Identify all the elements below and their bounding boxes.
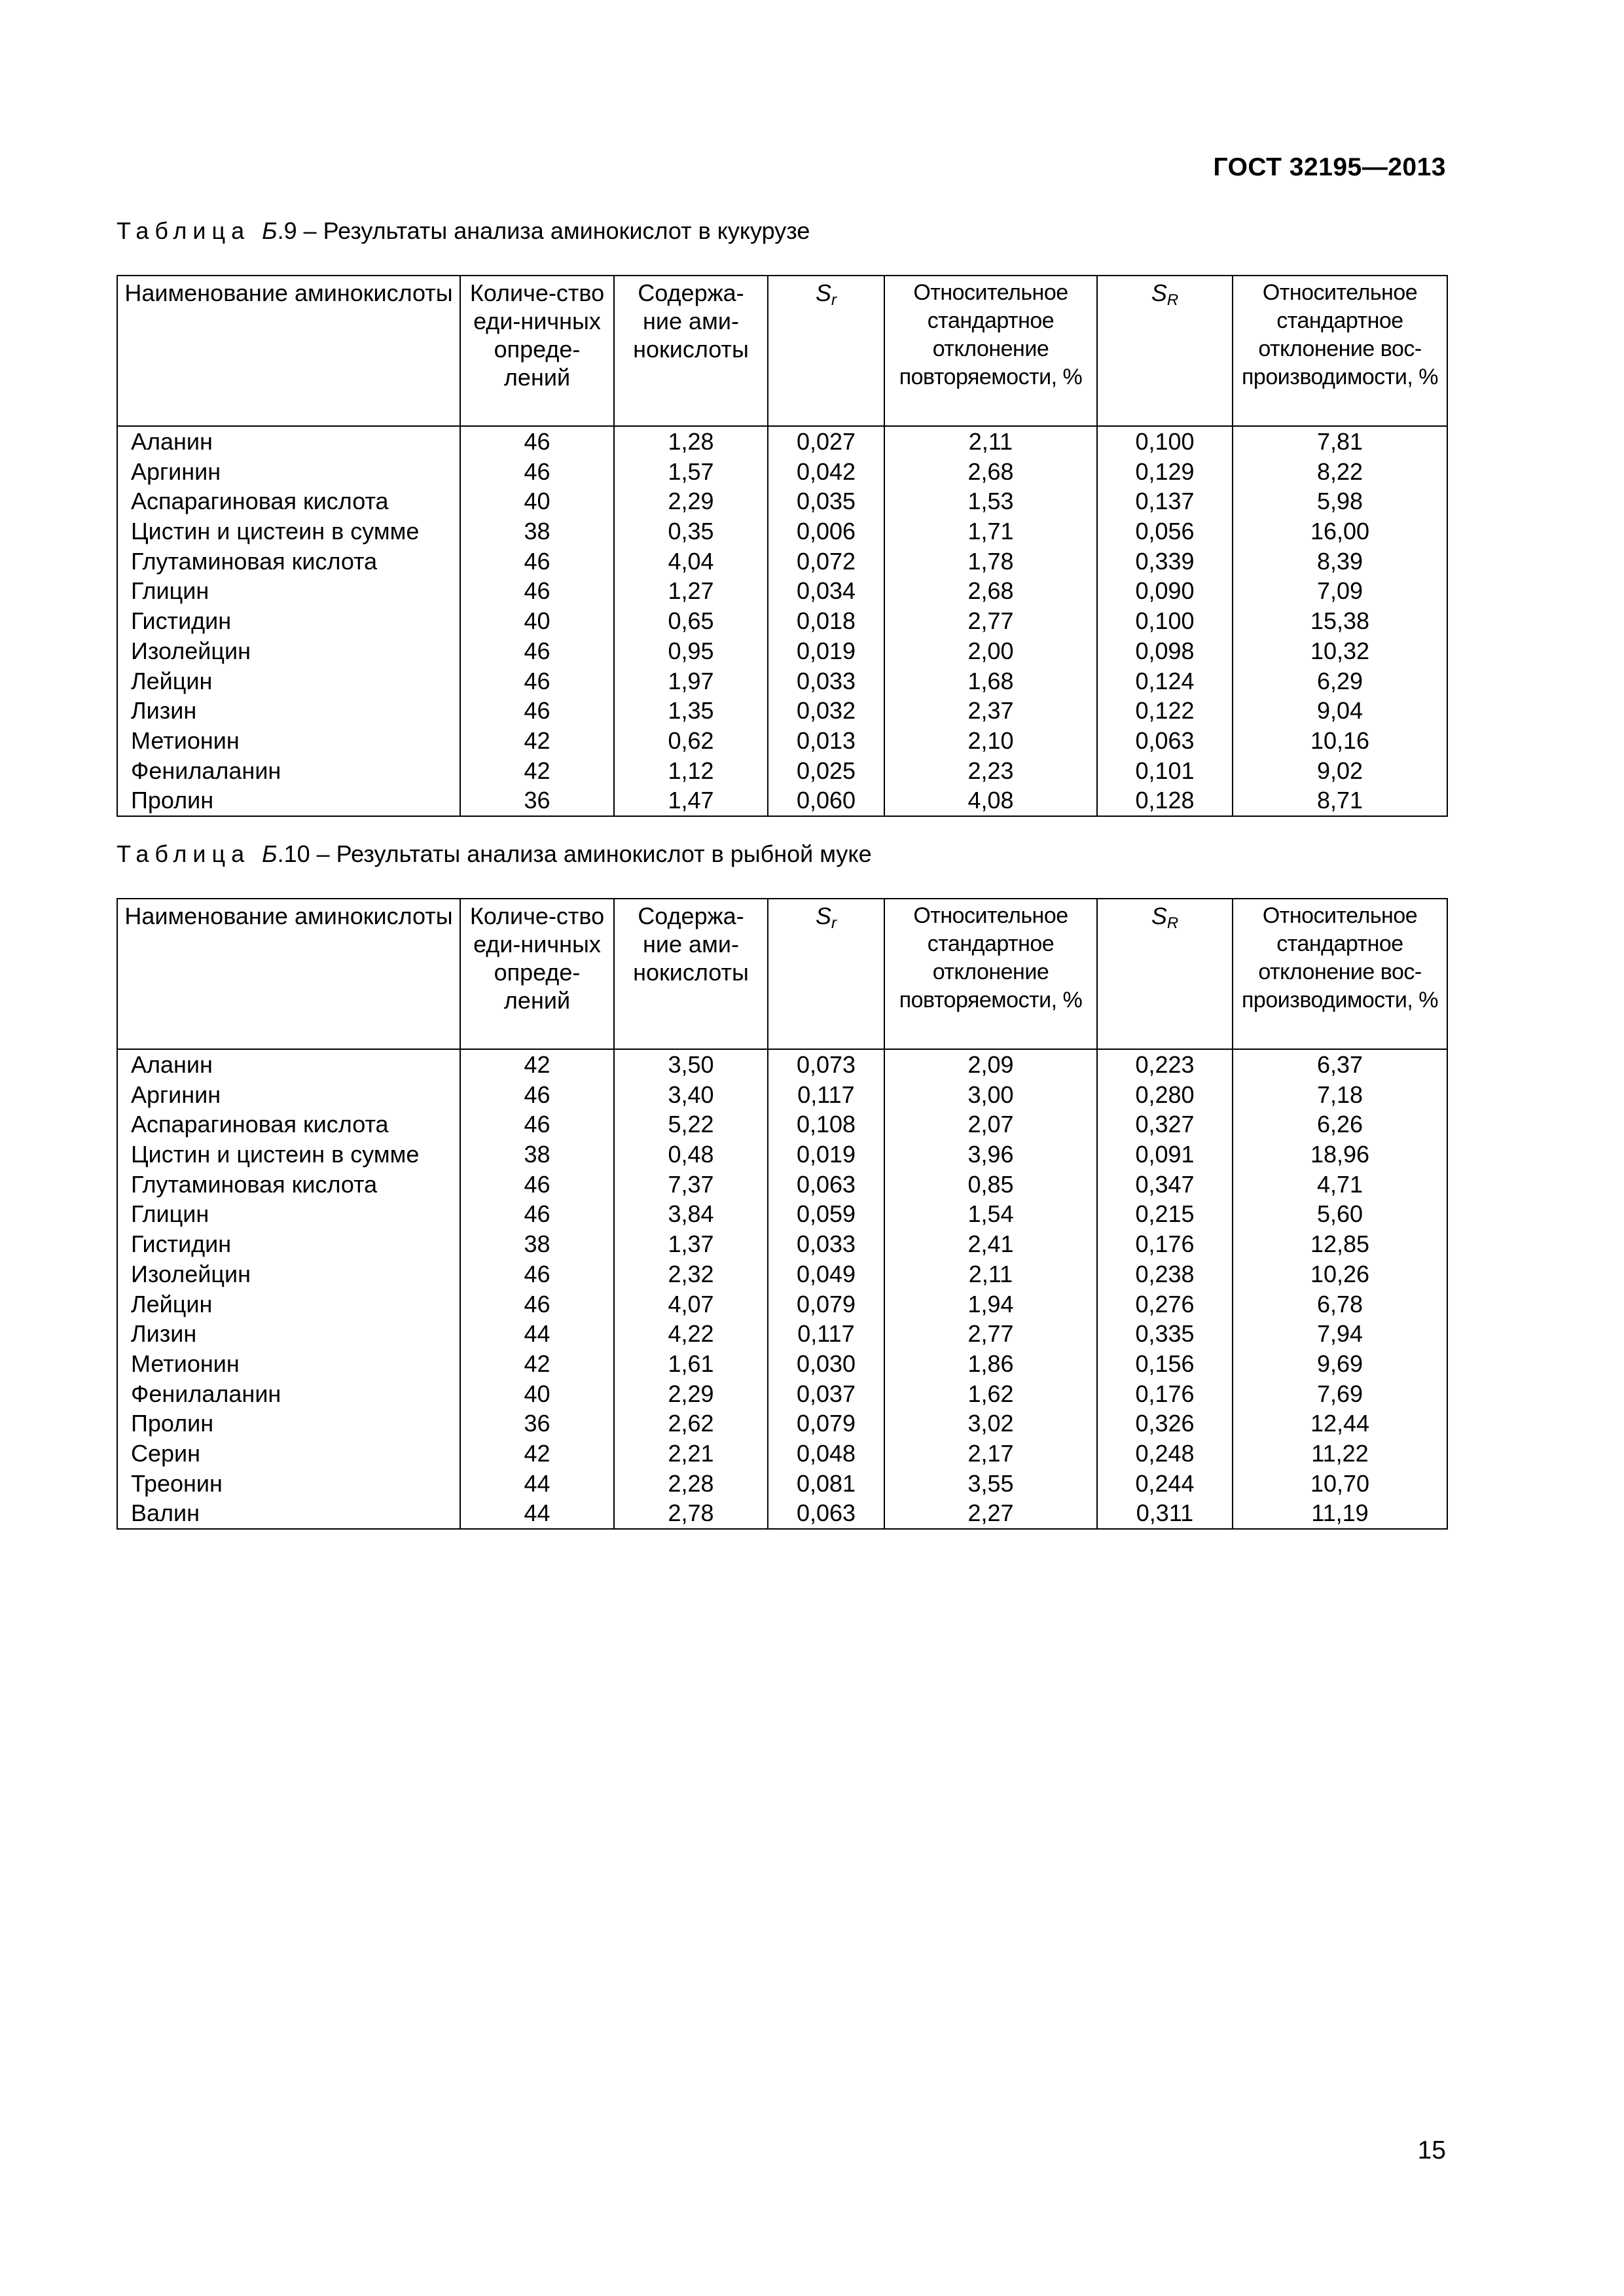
cell-repeatability: 1,78 xyxy=(884,547,1097,577)
cell-sR: 0,276 xyxy=(1097,1289,1233,1319)
cell-sr: 0,025 xyxy=(768,756,884,786)
cell-sR: 0,176 xyxy=(1097,1229,1233,1259)
caption-title: .10 – Результаты анализа аминокислот в рыбной муке xyxy=(277,840,872,867)
caption-word: Таблица xyxy=(117,217,251,244)
cell-reproducibility: 8,71 xyxy=(1233,785,1447,816)
cell-name: Пролин xyxy=(117,785,460,816)
cell-name: Аспарагиновая кислота xyxy=(117,486,460,516)
cell-sR: 0,122 xyxy=(1097,696,1233,726)
cell-name: Лизин xyxy=(117,1319,460,1349)
cell-reproducibility: 5,60 xyxy=(1233,1199,1447,1229)
cell-sr: 0,049 xyxy=(768,1259,884,1289)
cell-count: 46 xyxy=(460,547,614,577)
cell-content: 0,65 xyxy=(614,606,768,636)
table-row xyxy=(117,1379,1447,1409)
cell-sR: 0,244 xyxy=(1097,1469,1233,1499)
cell-repeatability: 2,37 xyxy=(884,696,1097,726)
cell-name: Метионин xyxy=(117,726,460,756)
cell-reproducibility: 4,71 xyxy=(1233,1170,1447,1200)
cell-count: 36 xyxy=(460,1408,614,1439)
cell-content: 2,78 xyxy=(614,1498,768,1529)
cell-count: 46 xyxy=(460,457,614,487)
col-header-sR xyxy=(1097,276,1233,426)
cell-reproducibility: 7,69 xyxy=(1233,1379,1447,1409)
cell-repeatability: 0,85 xyxy=(884,1170,1097,1200)
cell-reproducibility: 12,44 xyxy=(1233,1408,1447,1439)
cell-content: 2,62 xyxy=(614,1408,768,1439)
cell-reproducibility: 9,04 xyxy=(1233,696,1447,726)
cell-repeatability: 4,08 xyxy=(884,785,1097,816)
cell-reproducibility: 12,85 xyxy=(1233,1229,1447,1259)
cell-sR: 0,129 xyxy=(1097,457,1233,487)
cell-repeatability: 1,62 xyxy=(884,1379,1097,1409)
table-row xyxy=(117,426,1447,457)
table-row xyxy=(117,457,1447,487)
table-row xyxy=(117,1229,1447,1259)
cell-count: 44 xyxy=(460,1319,614,1349)
cell-count: 46 xyxy=(460,576,614,606)
cell-sR: 0,223 xyxy=(1097,1049,1233,1080)
cell-reproducibility: 8,22 xyxy=(1233,457,1447,487)
cell-content: 0,48 xyxy=(614,1139,768,1170)
cell-repeatability: 1,53 xyxy=(884,486,1097,516)
cell-sr: 0,079 xyxy=(768,1408,884,1439)
cell-repeatability: 2,68 xyxy=(884,457,1097,487)
cell-sr: 0,081 xyxy=(768,1469,884,1499)
table-9 xyxy=(117,275,1448,817)
cell-name: Аланин xyxy=(117,1049,460,1080)
table-row xyxy=(117,486,1447,516)
cell-count: 42 xyxy=(460,1439,614,1469)
cell-reproducibility: 11,19 xyxy=(1233,1498,1447,1529)
cell-count: 36 xyxy=(460,785,614,816)
cell-sR: 0,137 xyxy=(1097,486,1233,516)
cell-sr: 0,079 xyxy=(768,1289,884,1319)
table-row xyxy=(117,636,1447,666)
caption-word: Таблица xyxy=(117,840,251,867)
cell-reproducibility: 9,02 xyxy=(1233,756,1447,786)
cell-name: Изолейцин xyxy=(117,1259,460,1289)
caption-number-letter: Б xyxy=(262,840,278,867)
cell-repeatability: 2,09 xyxy=(884,1049,1097,1080)
cell-content: 0,95 xyxy=(614,636,768,666)
cell-repeatability: 2,11 xyxy=(884,1259,1097,1289)
cell-count: 40 xyxy=(460,486,614,516)
table-row xyxy=(117,1439,1447,1469)
cell-content: 1,57 xyxy=(614,457,768,487)
table-row xyxy=(117,1469,1447,1499)
cell-content: 3,40 xyxy=(614,1080,768,1110)
cell-repeatability: 2,77 xyxy=(884,1319,1097,1349)
cell-sR: 0,100 xyxy=(1097,426,1233,457)
cell-repeatability: 1,54 xyxy=(884,1199,1097,1229)
cell-name: Лизин xyxy=(117,696,460,726)
cell-sr: 0,117 xyxy=(768,1080,884,1110)
cell-sr: 0,059 xyxy=(768,1199,884,1229)
caption-number-letter: Б xyxy=(262,217,278,244)
col-header-count: Количе-ство еди-ничных опреде-лений xyxy=(460,899,614,1049)
cell-reproducibility: 10,26 xyxy=(1233,1259,1447,1289)
cell-content: 1,37 xyxy=(614,1229,768,1259)
table-row xyxy=(117,1139,1447,1170)
cell-name: Пролин xyxy=(117,1408,460,1439)
cell-reproducibility: 7,18 xyxy=(1233,1080,1447,1110)
cell-name: Треонин xyxy=(117,1469,460,1499)
cell-sr: 0,035 xyxy=(768,486,884,516)
cell-count: 42 xyxy=(460,726,614,756)
sr-symbol: S xyxy=(815,903,831,929)
cell-count: 46 xyxy=(460,1259,614,1289)
table-header-row xyxy=(117,899,1447,1049)
cell-sR: 0,327 xyxy=(1097,1109,1233,1139)
cell-sR: 0,091 xyxy=(1097,1139,1233,1170)
table-row xyxy=(117,1170,1447,1200)
cell-reproducibility: 6,26 xyxy=(1233,1109,1447,1139)
cell-content: 1,28 xyxy=(614,426,768,457)
cell-reproducibility: 16,00 xyxy=(1233,516,1447,547)
cell-sR: 0,311 xyxy=(1097,1498,1233,1529)
cell-content: 1,12 xyxy=(614,756,768,786)
table-row xyxy=(117,1080,1447,1110)
cell-content: 1,97 xyxy=(614,666,768,696)
cell-content: 1,27 xyxy=(614,576,768,606)
cell-sr: 0,037 xyxy=(768,1379,884,1409)
cell-sr: 0,063 xyxy=(768,1170,884,1200)
table-row xyxy=(117,1408,1447,1439)
cell-name: Лейцин xyxy=(117,666,460,696)
cell-sR: 0,347 xyxy=(1097,1170,1233,1200)
cell-sr: 0,018 xyxy=(768,606,884,636)
table-row xyxy=(117,756,1447,786)
cell-name: Глутаминовая кислота xyxy=(117,547,460,577)
cell-sR: 0,090 xyxy=(1097,576,1233,606)
cell-content: 7,37 xyxy=(614,1170,768,1200)
col-header-sr xyxy=(768,899,884,1049)
table-10 xyxy=(117,898,1448,1530)
cell-count: 46 xyxy=(460,1109,614,1139)
cell-content: 2,28 xyxy=(614,1469,768,1499)
cell-sR: 0,063 xyxy=(1097,726,1233,756)
cell-sr: 0,019 xyxy=(768,636,884,666)
cell-content: 2,29 xyxy=(614,486,768,516)
table-9-caption xyxy=(117,217,810,245)
cell-count: 38 xyxy=(460,1139,614,1170)
table-row xyxy=(117,516,1447,547)
cell-reproducibility: 9,69 xyxy=(1233,1349,1447,1379)
cell-reproducibility: 6,78 xyxy=(1233,1289,1447,1319)
cell-sr: 0,117 xyxy=(768,1319,884,1349)
col-header-reproducibility: Относительное стандартное отклонение вос-производимости, % xyxy=(1233,276,1447,426)
cell-reproducibility: 5,98 xyxy=(1233,486,1447,516)
cell-name: Метионин xyxy=(117,1349,460,1379)
table-row xyxy=(117,576,1447,606)
cell-count: 40 xyxy=(460,1379,614,1409)
cell-name: Аспарагиновая кислота xyxy=(117,1109,460,1139)
cell-name: Цистин и цистеин в сумме xyxy=(117,1139,460,1170)
col-header-sR xyxy=(1097,899,1233,1049)
cell-sr: 0,027 xyxy=(768,426,884,457)
table-row xyxy=(117,726,1447,756)
cell-name: Гистидин xyxy=(117,1229,460,1259)
table-row xyxy=(117,1259,1447,1289)
col-header-reproducibility: Относительное стандартное отклонение вос-производимости, % xyxy=(1233,899,1447,1049)
cell-content: 5,22 xyxy=(614,1109,768,1139)
cell-count: 46 xyxy=(460,1289,614,1319)
cell-repeatability: 3,02 xyxy=(884,1408,1097,1439)
sR-symbol: S xyxy=(1151,903,1167,929)
sr-subscript: r xyxy=(831,291,837,309)
cell-content: 4,22 xyxy=(614,1319,768,1349)
cell-name: Серин xyxy=(117,1439,460,1469)
cell-content: 4,07 xyxy=(614,1289,768,1319)
cell-sr: 0,030 xyxy=(768,1349,884,1379)
cell-count: 46 xyxy=(460,1080,614,1110)
cell-name: Глутаминовая кислота xyxy=(117,1170,460,1200)
cell-sR: 0,280 xyxy=(1097,1080,1233,1110)
cell-sR: 0,215 xyxy=(1097,1199,1233,1229)
sR-symbol: S xyxy=(1151,279,1167,306)
cell-count: 44 xyxy=(460,1469,614,1499)
table-row xyxy=(117,666,1447,696)
cell-sR: 0,339 xyxy=(1097,547,1233,577)
cell-reproducibility: 18,96 xyxy=(1233,1139,1447,1170)
cell-sr: 0,072 xyxy=(768,547,884,577)
table-row xyxy=(117,1289,1447,1319)
cell-repeatability: 1,71 xyxy=(884,516,1097,547)
cell-count: 46 xyxy=(460,636,614,666)
cell-reproducibility: 8,39 xyxy=(1233,547,1447,577)
cell-repeatability: 2,07 xyxy=(884,1109,1097,1139)
cell-sr: 0,108 xyxy=(768,1109,884,1139)
cell-sr: 0,063 xyxy=(768,1498,884,1529)
table-row xyxy=(117,1109,1447,1139)
table-row xyxy=(117,606,1447,636)
cell-sR: 0,056 xyxy=(1097,516,1233,547)
cell-sr: 0,006 xyxy=(768,516,884,547)
page-number: 15 xyxy=(1417,2136,1446,2164)
col-header-repeatability: Относительное стандартное отклонение повторяемости, % xyxy=(884,899,1097,1049)
col-header-name: Наименование аминокислоты xyxy=(117,276,460,426)
table-body xyxy=(117,1049,1447,1529)
col-header-repeatability: Относительное стандартное отклонение повторяемости, % xyxy=(884,276,1097,426)
cell-sr: 0,060 xyxy=(768,785,884,816)
sr-subscript: r xyxy=(831,914,837,932)
cell-repeatability: 1,86 xyxy=(884,1349,1097,1379)
cell-reproducibility: 7,09 xyxy=(1233,576,1447,606)
cell-count: 38 xyxy=(460,516,614,547)
cell-sR: 0,176 xyxy=(1097,1379,1233,1409)
cell-name: Лейцин xyxy=(117,1289,460,1319)
sR-subscript: R xyxy=(1166,291,1179,309)
cell-reproducibility: 6,29 xyxy=(1233,666,1447,696)
cell-reproducibility: 10,16 xyxy=(1233,726,1447,756)
cell-content: 2,21 xyxy=(614,1439,768,1469)
cell-sr: 0,019 xyxy=(768,1139,884,1170)
cell-name: Фенилаланин xyxy=(117,1379,460,1409)
cell-sR: 0,128 xyxy=(1097,785,1233,816)
cell-count: 42 xyxy=(460,1349,614,1379)
table-row xyxy=(117,1319,1447,1349)
cell-count: 46 xyxy=(460,1170,614,1200)
cell-repeatability: 2,41 xyxy=(884,1229,1097,1259)
cell-content: 4,04 xyxy=(614,547,768,577)
cell-name: Гистидин xyxy=(117,606,460,636)
cell-content: 1,35 xyxy=(614,696,768,726)
cell-sr: 0,048 xyxy=(768,1439,884,1469)
cell-sR: 0,124 xyxy=(1097,666,1233,696)
cell-name: Аргинин xyxy=(117,1080,460,1110)
cell-sr: 0,033 xyxy=(768,666,884,696)
cell-name: Валин xyxy=(117,1498,460,1529)
cell-repeatability: 2,77 xyxy=(884,606,1097,636)
cell-count: 46 xyxy=(460,666,614,696)
cell-repeatability: 2,27 xyxy=(884,1498,1097,1529)
cell-reproducibility: 7,94 xyxy=(1233,1319,1447,1349)
cell-sr: 0,034 xyxy=(768,576,884,606)
cell-repeatability: 3,55 xyxy=(884,1469,1097,1499)
document-code: ГОСТ 32195—2013 xyxy=(1213,153,1446,181)
cell-repeatability: 3,00 xyxy=(884,1080,1097,1110)
table-10-caption xyxy=(117,840,872,868)
sR-subscript: R xyxy=(1166,914,1179,932)
table-header-row xyxy=(117,276,1447,426)
table-row xyxy=(117,1349,1447,1379)
cell-name: Аргинин xyxy=(117,457,460,487)
col-header-content: Содержа-ние ами-нокислоты xyxy=(614,899,768,1049)
cell-sr: 0,032 xyxy=(768,696,884,726)
cell-sr: 0,042 xyxy=(768,457,884,487)
cell-count: 40 xyxy=(460,606,614,636)
cell-name: Аланин xyxy=(117,426,460,457)
cell-repeatability: 2,17 xyxy=(884,1439,1097,1469)
cell-count: 46 xyxy=(460,1199,614,1229)
cell-sR: 0,101 xyxy=(1097,756,1233,786)
cell-name: Фенилаланин xyxy=(117,756,460,786)
cell-name: Глицин xyxy=(117,1199,460,1229)
cell-sR: 0,335 xyxy=(1097,1319,1233,1349)
cell-repeatability: 1,68 xyxy=(884,666,1097,696)
cell-count: 46 xyxy=(460,696,614,726)
cell-sR: 0,326 xyxy=(1097,1408,1233,1439)
cell-content: 3,50 xyxy=(614,1049,768,1080)
cell-sr: 0,073 xyxy=(768,1049,884,1080)
table-row xyxy=(117,1049,1447,1080)
cell-sR: 0,156 xyxy=(1097,1349,1233,1379)
col-header-content: Содержа-ние ами-нокислоты xyxy=(614,276,768,426)
col-header-count: Количе-ство еди-ничных опреде-лений xyxy=(460,276,614,426)
cell-count: 46 xyxy=(460,426,614,457)
cell-sR: 0,238 xyxy=(1097,1259,1233,1289)
cell-reproducibility: 7,81 xyxy=(1233,426,1447,457)
cell-sR: 0,248 xyxy=(1097,1439,1233,1469)
table-row xyxy=(117,785,1447,816)
cell-count: 44 xyxy=(460,1498,614,1529)
cell-reproducibility: 10,32 xyxy=(1233,636,1447,666)
cell-repeatability: 2,68 xyxy=(884,576,1097,606)
cell-count: 42 xyxy=(460,1049,614,1080)
cell-reproducibility: 15,38 xyxy=(1233,606,1447,636)
table-row xyxy=(117,696,1447,726)
cell-sr: 0,013 xyxy=(768,726,884,756)
cell-name: Изолейцин xyxy=(117,636,460,666)
cell-content: 2,32 xyxy=(614,1259,768,1289)
cell-sR: 0,098 xyxy=(1097,636,1233,666)
table-row xyxy=(117,1199,1447,1229)
cell-name: Глицин xyxy=(117,576,460,606)
cell-reproducibility: 10,70 xyxy=(1233,1469,1447,1499)
table-body xyxy=(117,426,1447,816)
sr-symbol: S xyxy=(815,279,831,306)
cell-repeatability: 2,10 xyxy=(884,726,1097,756)
cell-repeatability: 2,23 xyxy=(884,756,1097,786)
caption-title: .9 – Результаты анализа аминокислот в кукурузе xyxy=(277,217,810,244)
cell-sR: 0,100 xyxy=(1097,606,1233,636)
cell-content: 2,29 xyxy=(614,1379,768,1409)
col-header-name: Наименование аминокислоты xyxy=(117,899,460,1049)
cell-count: 42 xyxy=(460,756,614,786)
cell-reproducibility: 6,37 xyxy=(1233,1049,1447,1080)
col-header-sr xyxy=(768,276,884,426)
cell-content: 1,61 xyxy=(614,1349,768,1379)
cell-content: 0,62 xyxy=(614,726,768,756)
cell-sr: 0,033 xyxy=(768,1229,884,1259)
cell-count: 38 xyxy=(460,1229,614,1259)
cell-reproducibility: 11,22 xyxy=(1233,1439,1447,1469)
cell-repeatability: 2,11 xyxy=(884,426,1097,457)
cell-repeatability: 2,00 xyxy=(884,636,1097,666)
cell-content: 3,84 xyxy=(614,1199,768,1229)
table-row xyxy=(117,547,1447,577)
cell-repeatability: 3,96 xyxy=(884,1139,1097,1170)
cell-name: Цистин и цистеин в сумме xyxy=(117,516,460,547)
cell-content: 1,47 xyxy=(614,785,768,816)
cell-repeatability: 1,94 xyxy=(884,1289,1097,1319)
table-row xyxy=(117,1498,1447,1529)
cell-content: 0,35 xyxy=(614,516,768,547)
